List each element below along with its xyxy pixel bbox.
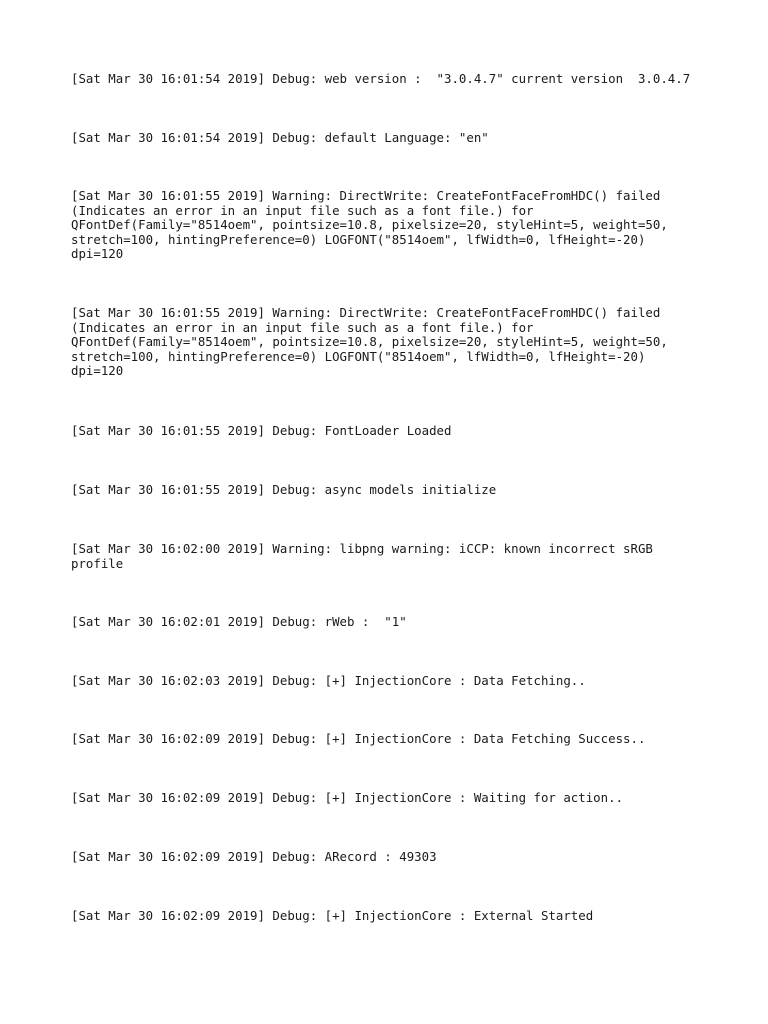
log-entry: [Sat Mar 30 16:02:09 2019] Debug: [+] InjectionCore : External Started bbox=[71, 908, 594, 923]
log-entry: [Sat Mar 30 16:02:09 2019] Debug: [+] InjectionCore : Data Fetching Success.. bbox=[71, 731, 646, 746]
log-entry: [Sat Mar 30 16:02:09 2019] Debug: [+] InjectionCore : Waiting for action.. bbox=[71, 790, 624, 805]
log-entry: [Sat Mar 30 16:02:01 2019] Debug: rWeb : "1" bbox=[71, 614, 407, 629]
log-entry: [Sat Mar 30 16:02:00 2019] Warning: libpng warning: iCCP: known incorrect sRGB profile bbox=[71, 541, 653, 571]
log-entry: [Sat Mar 30 16:01:55 2019] Debug: async models initialize bbox=[71, 482, 497, 497]
log-entry: [Sat Mar 30 16:01:55 2019] Warning: DirectWrite: CreateFontFaceFromHDC() failed (Indicates an error in an input file such as a font file.) for QFontDef(Family="8514oem", pointsize=10.8, pixelsize=20, styleHint=5, weight=50, stretch=100, hintingPreference=0) LOGFONT("8514oem", lfWidth=0, lfHeight=-20) dpi=120 bbox=[71, 188, 668, 262]
log-entry: [Sat Mar 30 16:01:55 2019] Debug: FontLoader Loaded bbox=[71, 423, 452, 438]
log-entry: [Sat Mar 30 16:01:54 2019] Debug: web version : "3.0.4.7" current version 3.0.4.7 bbox=[71, 71, 691, 86]
log-entry: [Sat Mar 30 16:02:09 2019] Debug: ARecord : 49303 bbox=[71, 849, 437, 864]
log-entry: [Sat Mar 30 16:01:55 2019] Warning: DirectWrite: CreateFontFaceFromHDC() failed (Indicates an error in an input file such as a font file.) for QFontDef(Family="8514oem", pointsize=10.8, pixelsize=20, styleHint=5, weight=50, stretch=100, hintingPreference=0) LOGFONT("8514oem", lfWidth=0, lfHeight=-20) dpi=120 bbox=[71, 305, 668, 379]
log-entry: [Sat Mar 30 16:01:54 2019] Debug: default Language: "en" bbox=[71, 130, 489, 145]
log-entry: [Sat Mar 30 16:02:03 2019] Debug: [+] InjectionCore : Data Fetching.. bbox=[71, 673, 586, 688]
